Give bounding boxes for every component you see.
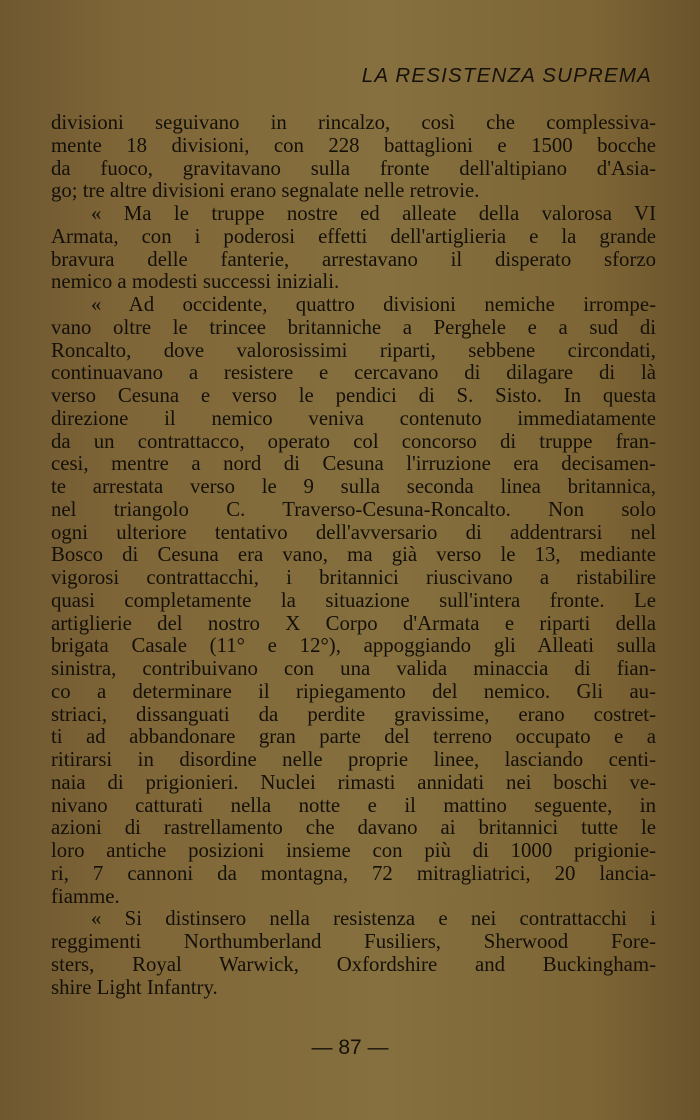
- text-line: ti ad abbandonare gran parte del terreno occupato e a: [51, 725, 656, 749]
- text-line: vano oltre le trincee britanniche a Perghele e a sud di: [51, 315, 656, 339]
- text-line: « Si distinsero nella resistenza e nei contrattacchi i: [91, 907, 656, 931]
- text-line: bravura delle fanterie, arrestavano il disperato sforzo: [51, 247, 656, 271]
- text-line: Armata, con i poderosi effetti dell'artiglieria e la grande: [51, 224, 656, 248]
- running-head: LA RESISTENZA SUPREMA: [361, 64, 652, 87]
- text-line: verso Cesuna e verso le pendici di S. Sisto. In questa: [51, 384, 656, 407]
- text-line: Bosco di Cesuna era vano, ma già verso le 13, mediante: [51, 543, 656, 567]
- text-line: Roncalto, dove valorosissimi riparti, sebbene circondati,: [51, 338, 656, 362]
- text-line: azioni di rastrellamento che davano ai britannici tutte le: [51, 816, 656, 840]
- text-line: reggimenti Northumberland Fusiliers, Sherwood Fore-: [51, 930, 656, 953]
- text-line: direzione il nemico veniva contenuto immediatamente: [51, 406, 656, 430]
- text-line: shire Light Infantry.: [51, 975, 218, 999]
- body-text: [51, 112, 656, 999]
- text-line: nivano catturati nella notte e il mattino seguente, in: [51, 793, 656, 817]
- text-line: cesi, mentre a nord di Cesuna l'irruzione era decisamen-: [51, 452, 656, 476]
- text-line: quasi completamente la situazione sull'intera fronte. Le: [51, 588, 656, 612]
- text-line: fiamme.: [51, 884, 120, 908]
- page-number: — 87 —: [311, 1036, 389, 1059]
- text-line: da fuoco, gravitavano sulla fronte dell'altipiano d'Asia-: [51, 156, 656, 180]
- text-line: nel triangolo C. Traverso-Cesuna-Roncalto. Non solo: [51, 497, 656, 521]
- text-line: te arrestata verso le 9 sulla seconda linea britannica,: [51, 475, 656, 498]
- text-line: « Ma le truppe nostre ed alleate della valorosa VI: [91, 202, 656, 225]
- text-line: striaci, dissanguati da perdite gravissime, erano costret-: [51, 702, 656, 726]
- text-line: ri, 7 cannoni da montagna, 72 mitragliatrici, 20 lancia-: [51, 861, 656, 885]
- text-line: continuavano a resistere e cercavano di dilagare di là: [51, 361, 656, 385]
- text-line: vigorosi contrattacchi, i britannici riuscivano a ristabilire: [51, 566, 656, 589]
- text-line: sters, Royal Warwick, Oxfordshire and Buckingham-: [51, 952, 656, 976]
- text-line: brigata Casale (11° e 12°), appoggiando gli Alleati sulla: [51, 634, 656, 658]
- text-line: da un contrattacco, operato col concorso di truppe fran-: [51, 429, 656, 453]
- text-line: divisioni seguivano in rincalzo, così che complessiva-: [51, 111, 656, 134]
- text-line: go; tre altre divisioni erano segnalate nelle retrovie.: [51, 179, 480, 203]
- text-line: co a determinare il ripiegamento del nemico. Gli au-: [51, 679, 656, 703]
- text-line: « Ad occidente, quattro divisioni nemiche irrompe-: [91, 293, 656, 316]
- text-line: ritirarsi in disordine nelle proprie linee, lasciando centi-: [51, 748, 656, 771]
- text-line: mente 18 divisioni, con 228 battaglioni e 1500 bocche: [51, 133, 656, 157]
- text-line: ogni ulteriore tentativo dell'avversario di addentrarsi nel: [51, 520, 656, 544]
- text-line: nemico a modesti successi iniziali.: [51, 270, 340, 294]
- text-line: naia di prigionieri. Nuclei rimasti annidati nei boschi ve-: [51, 770, 656, 794]
- text-line: artiglierie del nostro X Corpo d'Armata e riparti della: [51, 611, 656, 635]
- text-line: sinistra, contribuivano con una valida minaccia di fian-: [51, 657, 656, 680]
- text-line: loro antiche posizioni insieme con più di 1000 prigionie-: [51, 839, 656, 862]
